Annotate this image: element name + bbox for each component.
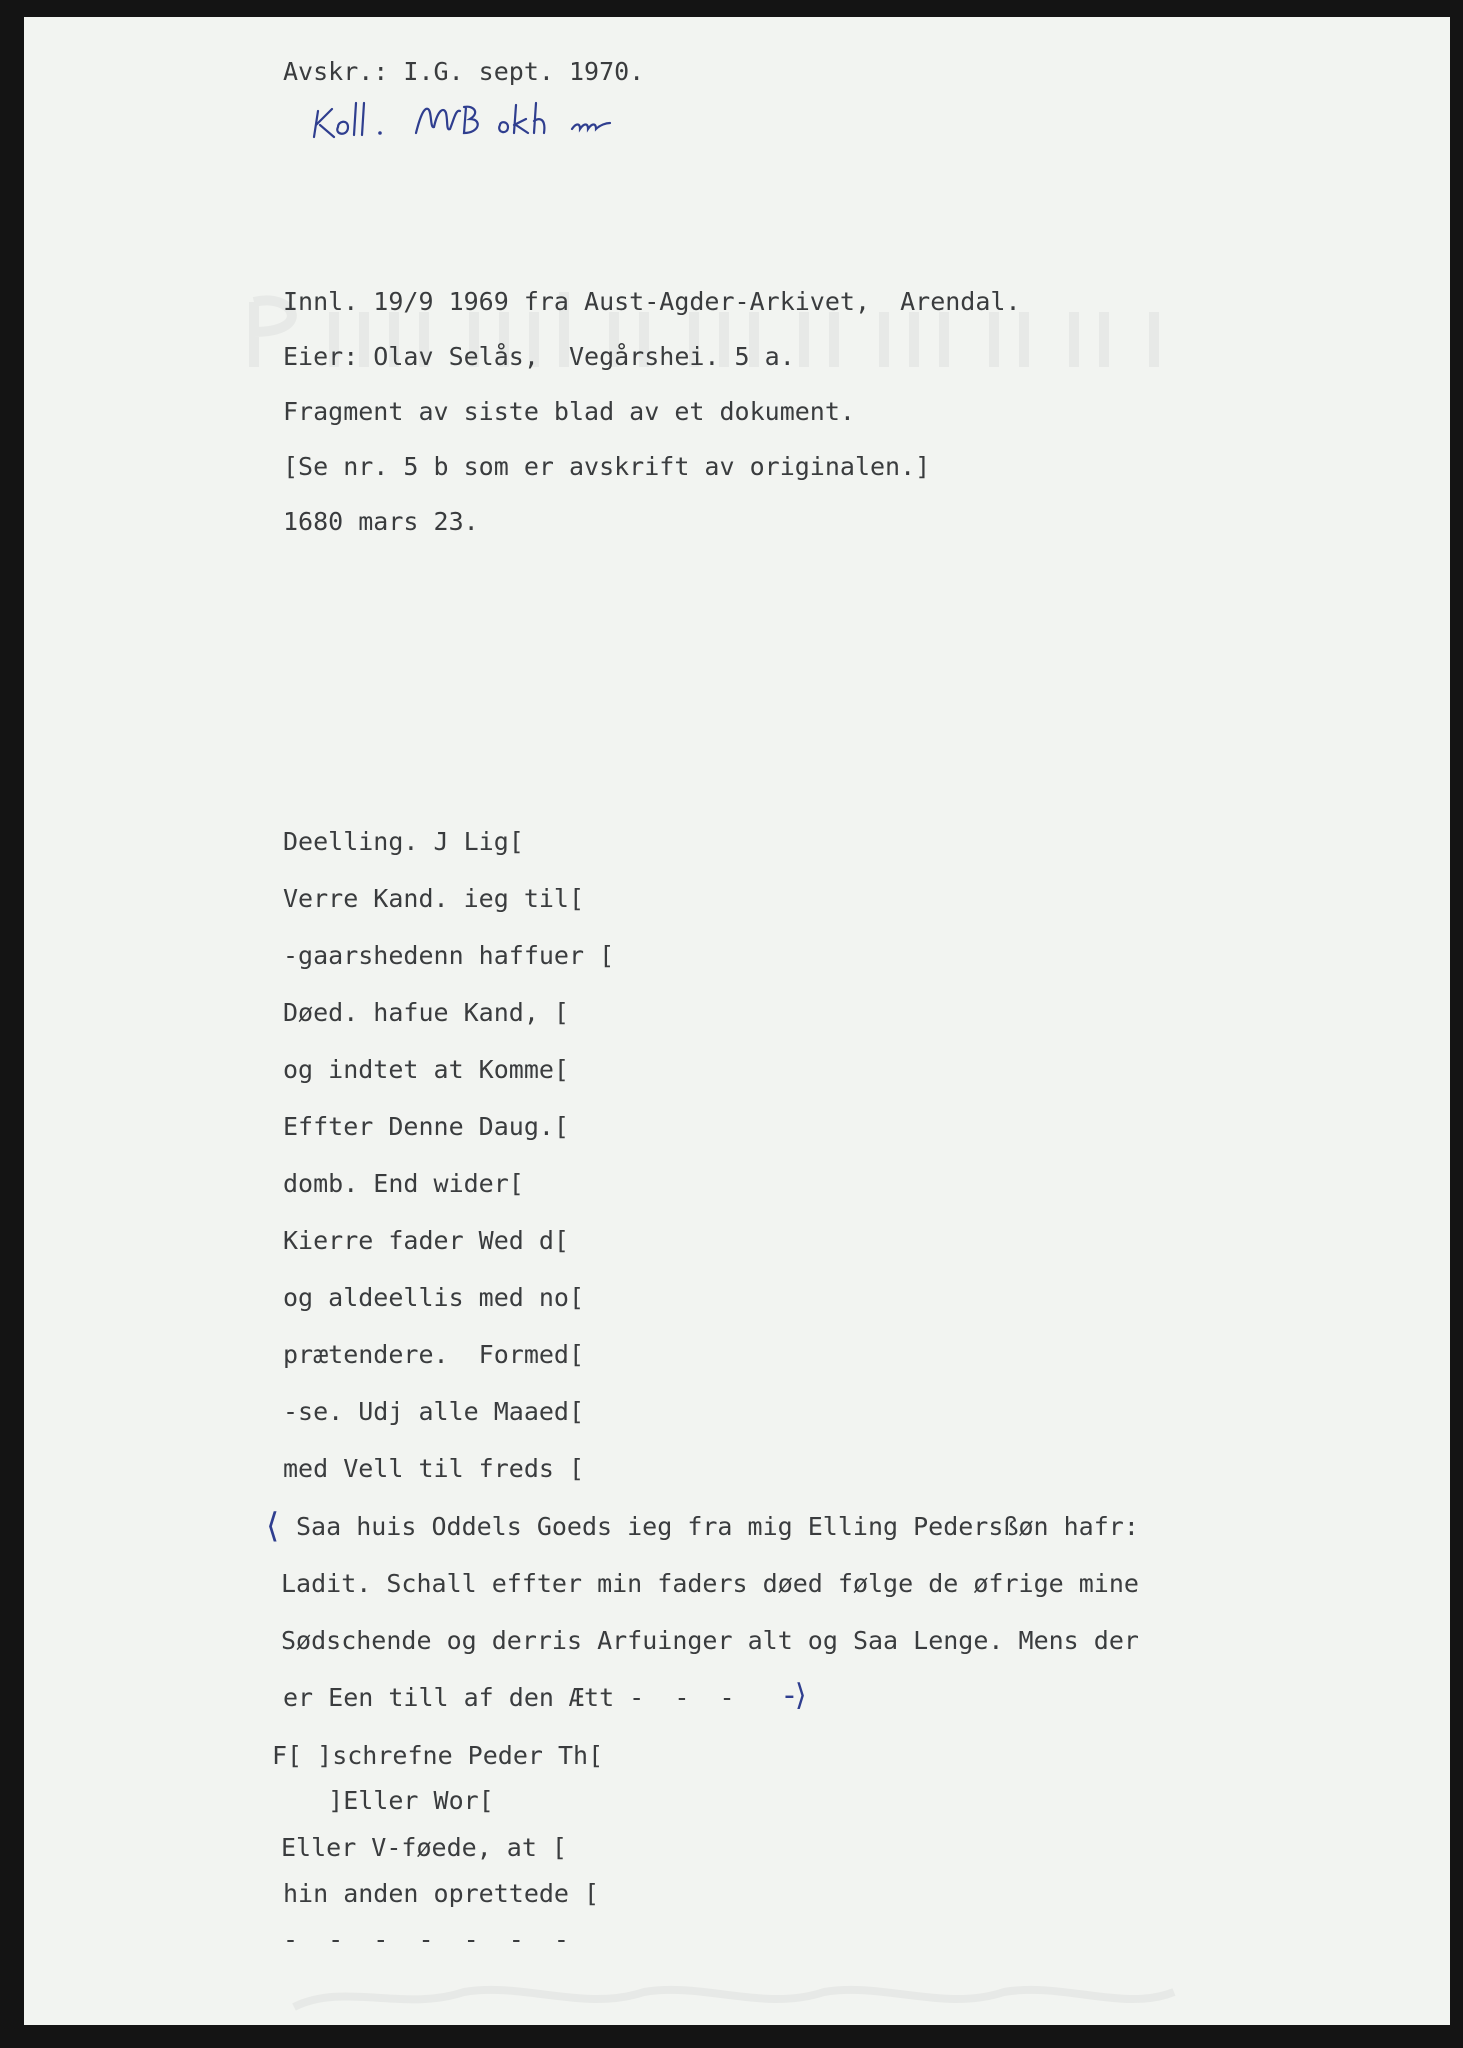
transcription-line: hin anden oprettede [ [283,1879,600,1908]
transcription-line: Sødschende og derris Arfuinger alt og Saa Lenge. Mens der [281,1626,1139,1655]
handwritten-note-signature [304,89,744,149]
transcription-line: Deelling. J Lig[ [283,827,524,856]
transcription-line: Effter Denne Daug.[ [283,1112,569,1141]
transcription-line: F[ ]schrefne Peder Th[ [272,1741,604,1770]
description-line: Fragment av siste blad av et dokument. [283,397,855,426]
transcription-line: Døed. hafue Kand, [ [283,998,569,1027]
transcription-line: med Vell til freds [ [283,1454,585,1483]
transcription-line: og aldeellis med no[ [283,1283,585,1312]
transcription-line: -gaarshedenn haffuer [ [283,941,615,970]
transcription-line: prætendere. Formed[ [283,1340,585,1369]
transcription-note: Avskr.: I.G. sept. 1970. [283,57,645,86]
owner-line: Eier: Olav Selås, Vegårshei. 5 a. [283,342,795,371]
transcription-line: og indtet at Komme[ [283,1055,569,1084]
insert-close-mark: -⟩ [784,1678,807,1713]
transcription-line: Eller V-føede, at [ [281,1833,567,1862]
transcription-line: Ladit. Schall effter min faders døed følge de øfrige mine [281,1569,1139,1598]
transcription-line: Kierre fader Wed d[ [283,1226,569,1255]
reference-line: [Se nr. 5 b som er avskrift av originalen.] [283,452,931,481]
insert-open-mark: ⟨ [266,1506,280,1546]
bleed-through-footer [284,1977,1184,2017]
transcription-line: ]Eller Wor[ [283,1786,494,1815]
transcription-line: er Een till af den Ætt - - - [283,1683,735,1712]
transcription-line: - - - - - - - [283,1925,569,1954]
transcription-line: domb. End wider[ [283,1169,524,1198]
received-line: Innl. 19/9 1969 fra Aust-Agder-Arkivet, Arendal. [283,287,1021,316]
document-page [24,17,1450,2025]
transcription-line: Verre Kand. ieg til[ [283,884,585,913]
handwritten-note [304,89,744,149]
transcription-line: -se. Udj alle Maaed[ [283,1397,585,1426]
transcription-line: Saa huis Oddels Goeds ieg fra mig Elling Pedersßøn hafr: [296,1512,1139,1541]
date-line: 1680 mars 23. [283,507,479,536]
